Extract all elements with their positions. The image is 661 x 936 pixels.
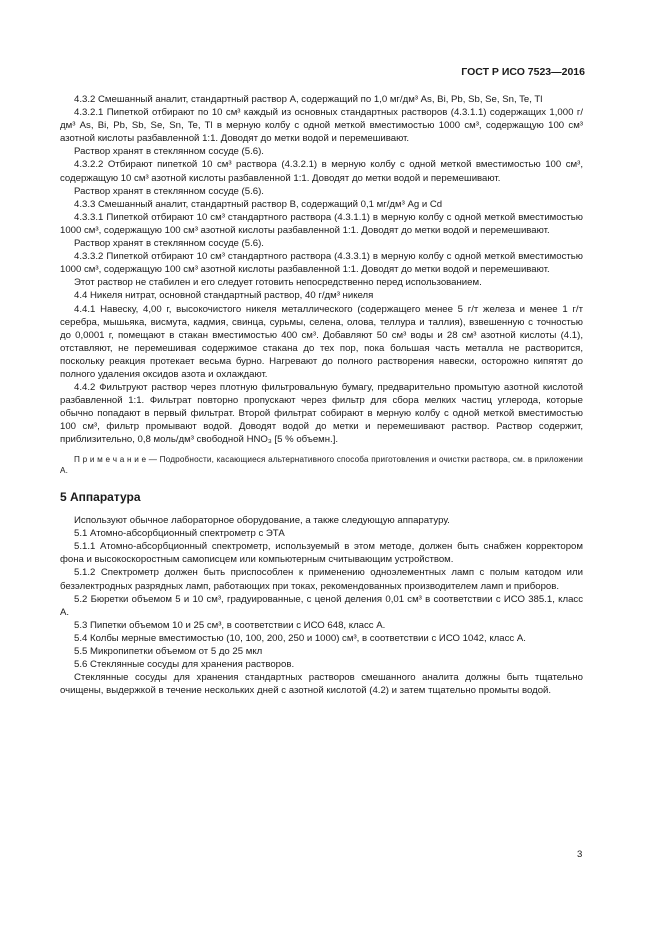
paragraph-5-6-text: Стеклянные сосуды для хранения стандартных растворов смешанного аналита должны быть тщательно очищены, выдержкой в течение нескольких дней с азотной кислотой (4.2) и затем тщательно промыты водой. bbox=[60, 672, 583, 697]
paragraph-5-6: 5.6 Стеклянные сосуды для хранения растворов. bbox=[74, 659, 295, 671]
paragraph-5-1-2: 5.1.2 Спектрометр должен быть приспособлен к применению одноэлементных ламп с полым катодом или безэлектродных разрядных ламп, работающих при токах, рекомендованных производителем ламп и приборов. bbox=[60, 567, 583, 592]
paragraph-5-3: 5.3 Пипетки объемом 10 и 25 см³, в соответствии с ИСО 648, класс А. bbox=[74, 619, 386, 631]
section-title: 5 Аппаратура bbox=[60, 489, 141, 504]
page-number: 3 bbox=[577, 849, 583, 860]
paragraph-4-3-3: 4.3.3 Смешанный аналит, стандартный раствор В, содержащий 0,1 мг/дм³ Ag и Cd bbox=[74, 198, 443, 210]
paragraph-4-3-2-1: 4.3.2.1 Пипеткой отбирают по 10 см³ каждый из основных стандартных растворов (4.3.1.1) содержащих 1,000 г/дм³ As, Bi, Pb, Sb, Se, Sn, Te, Tl в мерную колбу с одной меткой вместимостью 1000 см³, содержащую 100 см³ азотной кислоты разбавленной 1:1. Доводят до метки водой и перемешивают. bbox=[60, 107, 583, 145]
paragraph-5-2: 5.2 Бюретки объемом 5 и 10 см³, градуированные, с ценой деления 0,01 см³ в соответствии с ИСО 385.1, класс А. bbox=[60, 593, 583, 618]
paragraph-5-intro: Используют обычное лабораторное оборудование, а также следующую аппаратуру. bbox=[74, 515, 450, 527]
paragraph-4-3-3-2: 4.3.3.2 Пипеткой отбирают 10 см³ стандартного раствора (4.3.3.1) в мерную колбу с одной меткой вместимостью 1000 см³, содержащую 100 см³ азотной кислоты разбавленной 1:1. Доводят до метки водой и перемешивают. bbox=[60, 251, 583, 276]
paragraph-5-4: 5.4 Колбы мерные вместимостью (10, 100, 200, 250 и 1000) см³, в соответствии с ИСО 1042, класс А. bbox=[74, 632, 526, 644]
paragraph-4-3-2-2: 4.3.2.2 Отбирают пипеткой 10 см³ раствора (4.3.2.1) в мерную колбу с одной меткой вместимостью 100 см³, содержащую 10 см³ азотной кислоты разбавленной 1:1. Доводят до метки водой и перемешивают. bbox=[60, 159, 583, 184]
paragraph-4-4-2: 4.4.2 Фильтруют раствор через плотную фильтровальную бумагу, предварительно промытую азотной кислотой разбавленной 1:1. Фильтрат повторно пропускают через фильтр для сбора мелких частиц углерода, которые обычно попадают в первый фильтрат. Второй фильтрат собирают в мерную колбу с одной меткой вместимостью 100 см³, фильтр промывают водой. Доводят водой до метки и перемешивают раствор. Раствор содержит, приблизительно, 0,8 моль/дм³ свободной HNO₃ [5 % объемн.]. bbox=[60, 382, 583, 446]
paragraph-storage: Раствор хранят в стеклянном сосуде (5.6). bbox=[74, 146, 264, 158]
paragraph-storage: Раствор хранят в стеклянном сосуде (5.6). bbox=[74, 185, 264, 197]
paragraph-stability: Этот раствор не стабилен и его следует готовить непосредственно перед использованием. bbox=[74, 277, 482, 289]
paragraph-storage: Раствор хранят в стеклянном сосуде (5.6). bbox=[74, 238, 264, 250]
paragraph-4-3-2: 4.3.2 Смешанный аналит, стандартный раствор А, содержащий по 1,0 мг/дм³ As, Bi, Pb, Sb, Se, Sn, Te, Tl bbox=[74, 94, 543, 105]
paragraph-4-4-1: 4.4.1 Навеску, 4,00 г, высокочистого никеля металлического (содержащего менее 5 г/т железа и менее 1 г/т серебра, мышьяка, висмута, кадмия, свинца, сурьмы, селена, олова, теллура и таллия), взвешенную с точностью до 0,0001 г, помещают в стакан вместимостью 400 см³. Добавляют 50 см³ воды и 28 см³ азотной кислоты (4.1), отставляют, не перемешивая содержимое стакана до тех пор, пока большая часть металла не растворится, поскольку реакция протекает весьма бурно. Нагревают до полного растворения навески, осторожно кипятят до полного удаления оксидов азота и охлаждают. bbox=[60, 303, 583, 380]
paragraph-5-5: 5.5 Микропипетки объемом от 5 до 25 мкл bbox=[74, 645, 263, 657]
paragraph-5-1: 5.1 Атомно-абсорбционный спектрометр с ЭТА bbox=[74, 528, 285, 540]
document-body bbox=[60, 93, 583, 697]
paragraph-4-3-3-1: 4.3.3.1 Пипеткой отбирают 10 см³ стандартного раствора (4.3.1.1) в мерную колбу с одной меткой вместимостью 1000 см³, содержащую 100 см³ азотной кислоты разбавленной 1:1. Доводят до метки водой и перемешивают. bbox=[60, 211, 583, 236]
paragraph-5-1-1: 5.1.1 Атомно-абсорбционный спектрометр, используемый в этом методе, должен быть снабжен корректором фона и высокоскоростным самописцем или компьютерным считывающим устройством. bbox=[60, 541, 583, 566]
document-header: ГОСТ Р ИСО 7523—2016 bbox=[461, 66, 585, 78]
note: П р и м е ч а н и е — Подробности, касающиеся альтернативного способа приготовления и очистки раствора, см. в приложении А. bbox=[60, 454, 583, 475]
paragraph-4-4: 4.4 Никеля нитрат, основной стандартный раствор, 40 г/дм³ никеля bbox=[74, 290, 374, 302]
